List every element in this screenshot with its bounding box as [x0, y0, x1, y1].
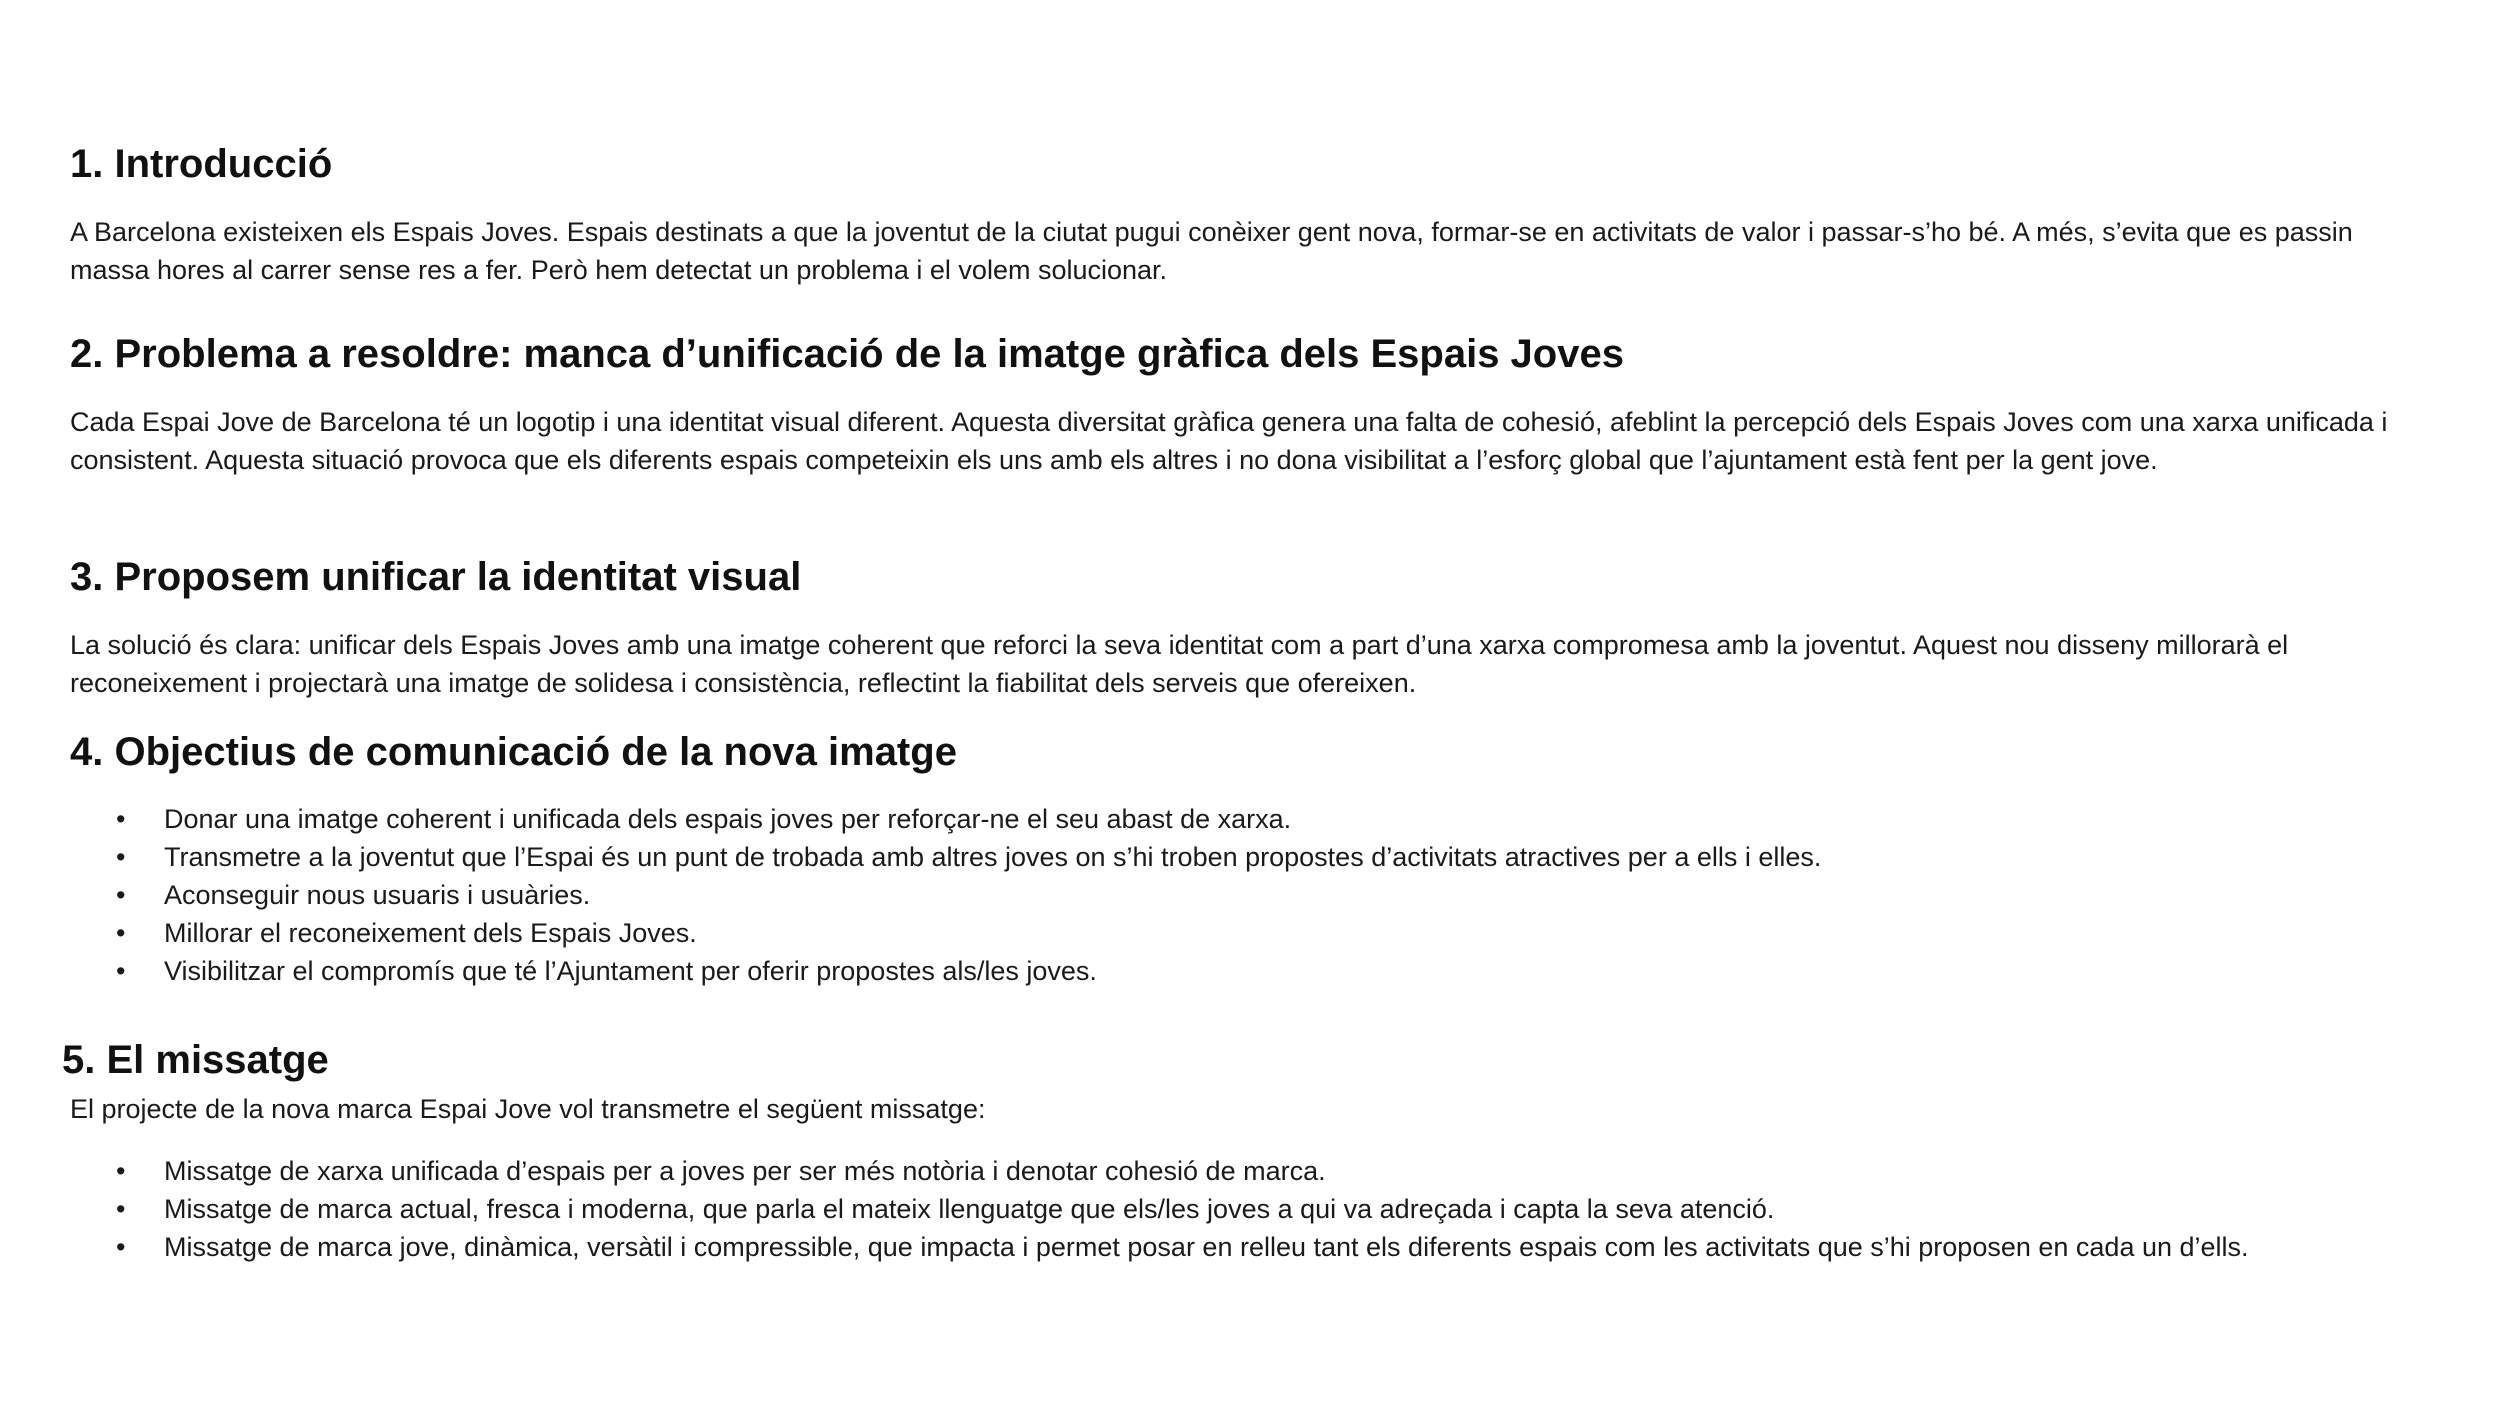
- list-item: [70, 1228, 2430, 1266]
- bullet-marker: •: [116, 880, 126, 910]
- list-item: [70, 876, 2430, 914]
- bullet-marker: •: [116, 918, 126, 948]
- bullet-marker: •: [116, 956, 126, 986]
- list-item-text: Visibilitzar el compromís que té l’Ajuntament per oferir propostes als/les joves.: [164, 956, 1097, 986]
- list-item-text: Millorar el reconeixement dels Espais Joves.: [164, 918, 697, 948]
- section-1-heading: 1. Introducció: [70, 142, 333, 186]
- list-item: [70, 800, 2430, 838]
- list-item-text: Aconseguir nous usuaris i usuàries.: [164, 880, 591, 910]
- list-item: [70, 1152, 2430, 1190]
- section-4-bullet-list: [70, 800, 2430, 990]
- section-2-heading: 2. Problema a resoldre: manca d’unificació de la imatge gràfica dels Espais Joves: [70, 332, 1624, 376]
- section-5-paragraph: El projecte de la nova marca Espai Jove vol transmetre el següent missatge:: [70, 1094, 986, 1124]
- bullet-marker: •: [116, 842, 126, 872]
- bullet-marker: •: [116, 1156, 126, 1186]
- section-2-paragraph: Cada Espai Jove de Barcelona té un logotip i una identitat visual diferent. Aquesta diversitat gràfica genera una falta de cohesió, afeblint la percepció dels Espais Joves com una xarxa unificada i consistent. Aquesta situació provoca que els diferents espais competeixin els uns amb els altres i no dona visibilitat a l’esforç global que l’ajuntament està fent per la gent jove.: [70, 407, 2388, 475]
- list-item: [70, 1190, 2430, 1228]
- list-item: [70, 838, 2430, 876]
- section-3-paragraph: La solució és clara: unificar dels Espais Joves amb una imatge coherent que reforci la seva identitat com a part d’una xarxa compromesa amb la joventut. Aquest nou disseny millorarà el reconeixement i projectarà una imatge de solidesa i consistència, reflectint la fiabilitat dels serveis que ofereixen.: [70, 630, 2289, 698]
- section-5-bullet-list: [70, 1152, 2430, 1266]
- list-item-text: Missatge de marca actual, fresca i moderna, que parla el mateix llenguatge que els/les joves a qui va adreçada i capta la seva atenció.: [164, 1194, 1775, 1224]
- bullet-marker: •: [116, 804, 126, 834]
- section-5-heading: 5. El missatge: [62, 1038, 329, 1082]
- bullet-marker: •: [116, 1232, 126, 1262]
- list-item-text: Transmetre a la joventut que l’Espai és un punt de trobada amb altres joves on s’hi troben propostes d’activitats atractives per a ells i elles.: [164, 842, 1822, 872]
- list-item: [70, 952, 2430, 990]
- section-1-paragraph: A Barcelona existeixen els Espais Joves. Espais destinats a que la joventut de la ciutat pugui conèixer gent nova, formar-se en activitats de valor i passar-s’ho bé. A més, s’evita que es passin massa hores al carrer sense res a fer. Però hem detectat un problema i el volem solucionar.: [70, 217, 2353, 285]
- section-3-heading: 3. Proposem unificar la identitat visual: [70, 555, 802, 599]
- list-item: [70, 914, 2430, 952]
- list-item-text: Missatge de xarxa unificada d’espais per a joves per ser més notòria i denotar cohesió de marca.: [164, 1156, 1326, 1186]
- section-4-heading: 4. Objectius de comunicació de la nova imatge: [70, 730, 957, 774]
- bullet-marker: •: [116, 1194, 126, 1224]
- list-item-text: Donar una imatge coherent i unificada dels espais joves per reforçar-ne el seu abast de xarxa.: [164, 804, 1292, 834]
- list-item-text: Missatge de marca jove, dinàmica, versàtil i compressible, que impacta i permet posar en relleu tant els diferents espais com les activitats que s’hi proposen en cada un d’ells.: [164, 1232, 2249, 1262]
